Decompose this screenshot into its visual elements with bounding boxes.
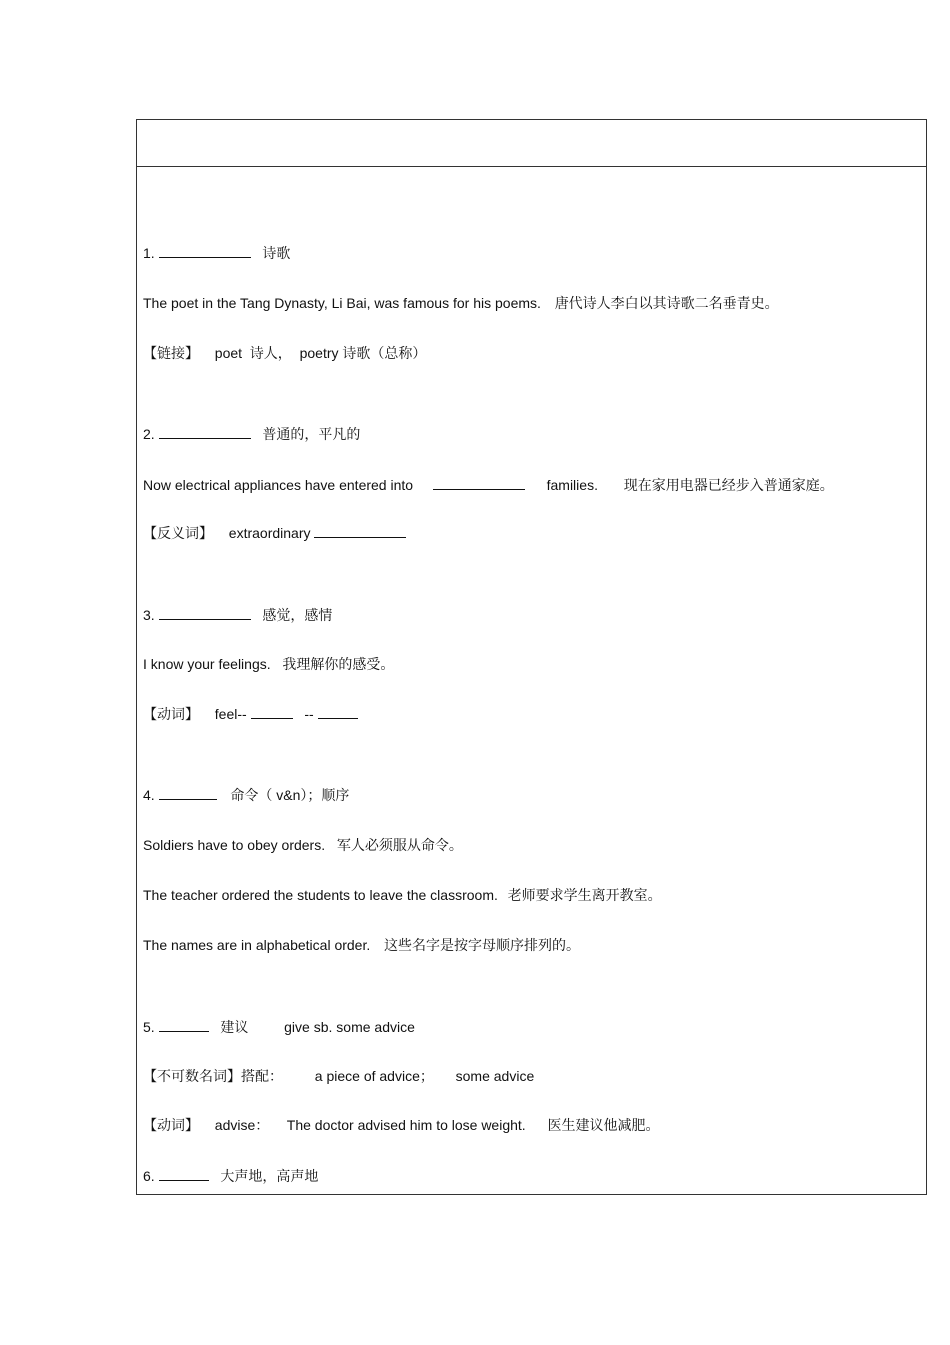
noun-tag: 【不可数名词】搭配： [143, 1068, 283, 1084]
item-4-heading [143, 786, 349, 804]
answer-blank[interactable] [251, 705, 293, 719]
item-2-antonym [143, 524, 406, 542]
antonym-word: extraordinary [228, 525, 311, 541]
item-2-example [143, 476, 834, 494]
verb-separator: -- [304, 706, 314, 722]
noun-collocation-2: some advice [455, 1068, 535, 1084]
antonym-tag: 【反义词】 [143, 525, 213, 541]
item-5-verb [143, 1116, 659, 1134]
item-meaning: 建议 [220, 1019, 249, 1035]
item-number: 1. [143, 245, 155, 261]
item-1-heading [143, 244, 290, 262]
example-english: The poet in the Tang Dynasty, Li Bai, was famous for his poems. [143, 295, 541, 311]
item-meaning: 感觉，感情 [262, 607, 333, 623]
noun-collocation-1: a piece of advice； [314, 1068, 434, 1084]
answer-blank[interactable] [159, 786, 217, 800]
item-5-noun [143, 1067, 534, 1085]
example-chinese: 我理解你的感受。 [282, 656, 395, 672]
item-4-example-3 [143, 936, 580, 954]
item-meaning: 普通的，平凡的 [262, 426, 361, 442]
item-number: 6. [143, 1168, 155, 1184]
item-4-example-1 [143, 836, 463, 854]
item-5-heading [143, 1018, 415, 1036]
answer-blank[interactable] [433, 476, 525, 490]
example-english-after: families. [546, 477, 598, 493]
answer-blank[interactable] [318, 705, 358, 719]
item-3-example [143, 655, 394, 673]
link-text: poet 诗人， poetry 诗歌（总称） [214, 345, 427, 361]
item-meaning: 诗歌 [262, 245, 291, 261]
verb-tag: 【动词】 [143, 1117, 199, 1133]
link-tag: 【链接】 [143, 345, 199, 361]
answer-blank[interactable] [159, 1167, 209, 1181]
item-meaning: 命令（ v&n）；顺序 [230, 787, 350, 803]
answer-blank[interactable] [159, 606, 251, 620]
item-number: 3. [143, 607, 155, 623]
example-english: Soldiers have to obey orders. [143, 837, 326, 853]
item-3-verb [143, 705, 358, 723]
item-3-heading [143, 606, 332, 624]
item-6-heading [143, 1167, 318, 1185]
example-chinese: 现在家用电器已经步入普通家庭。 [623, 477, 834, 493]
answer-blank[interactable] [159, 1018, 209, 1032]
item-4-example-2 [143, 886, 662, 904]
verb-example: The doctor advised him to lose weight. [286, 1117, 526, 1133]
verb-chinese: 医生建议他减肥。 [547, 1117, 660, 1133]
item-1-link [143, 344, 426, 362]
item-number: 5. [143, 1019, 155, 1035]
item-number: 2. [143, 426, 155, 442]
item-number: 4. [143, 787, 155, 803]
example-chinese: 这些名字是按字母顺序排列的。 [384, 937, 581, 953]
answer-blank[interactable] [314, 524, 406, 538]
item-meaning: 大声地，高声地 [220, 1168, 319, 1184]
example-english-before: Now electrical appliances have entered into [143, 477, 414, 493]
answer-blank[interactable] [159, 425, 251, 439]
example-chinese: 老师要求学生离开教室。 [507, 887, 662, 903]
example-chinese: 唐代诗人李白以其诗歌二名垂青史。 [554, 295, 779, 311]
example-chinese: 军人必须服从命令。 [336, 837, 463, 853]
item-1-example [143, 294, 779, 312]
example-english: The teacher ordered the students to leave the classroom. [143, 887, 498, 903]
verb-tag: 【动词】 [143, 706, 199, 722]
answer-blank[interactable] [159, 244, 251, 258]
item-2-heading [143, 425, 360, 443]
table-header-row [137, 120, 926, 167]
example-english: The names are in alphabetical order. [143, 937, 371, 953]
verb-text: feel-- [214, 706, 247, 722]
item-phrase: give sb. some advice [284, 1019, 415, 1035]
example-english: I know your feelings. [143, 656, 271, 672]
verb-word: advise： [214, 1117, 270, 1133]
